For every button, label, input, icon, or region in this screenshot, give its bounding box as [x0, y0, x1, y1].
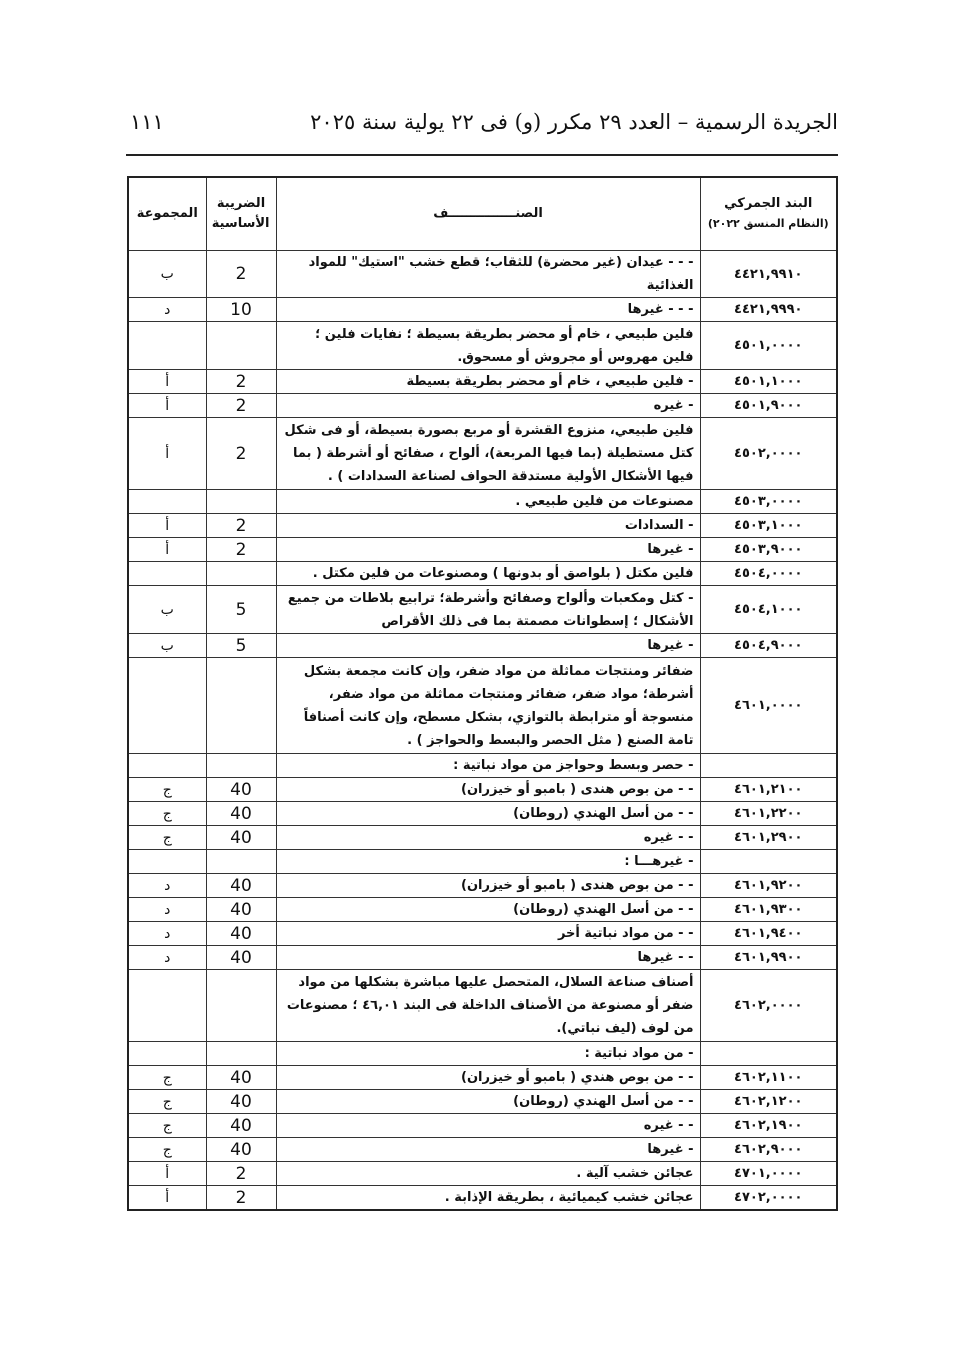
table-row [128, 490, 837, 514]
tariff-group: أ [128, 418, 206, 490]
item-description: - - من بوص هندى ( بامبو أو خيزران) [276, 874, 700, 898]
duty-rate: 40 [206, 1066, 276, 1090]
tariff-code: ٤٦٠١,٠٠٠٠ [700, 658, 837, 754]
item-description: - السدادات [276, 514, 700, 538]
tariff-group: ب [128, 586, 206, 634]
tariff-code [700, 1042, 837, 1066]
table-row [128, 418, 837, 490]
duty-rate: 40 [206, 946, 276, 970]
tariff-code: ٤٦٠٢,٠٠٠٠ [700, 970, 837, 1042]
tariff-group [128, 970, 206, 1042]
header-code-label: البند الجمركي [724, 196, 813, 211]
tariff-group: ب [128, 634, 206, 658]
item-description: - غيرهـــا : [276, 850, 700, 874]
tariff-group [128, 658, 206, 754]
duty-rate [206, 1042, 276, 1066]
item-description: - فلين طبيعي ، خام أو محضر بطريقة بسيطة [276, 370, 700, 394]
tariff-table [127, 176, 838, 1211]
duty-rate: 2 [206, 1186, 276, 1211]
duty-rate: 40 [206, 1138, 276, 1162]
tariff-group [128, 754, 206, 778]
table-row [128, 1042, 837, 1066]
item-description: - من مواد نباتية : [276, 1042, 700, 1066]
tariff-code: ٤٧٠١,٠٠٠٠ [700, 1162, 837, 1186]
item-description: - - من مواد نباتية أخر [276, 922, 700, 946]
tariff-code: ٤٦٠١,٩٢٠٠ [700, 874, 837, 898]
tariff-group: د [128, 922, 206, 946]
table-body [128, 251, 837, 1211]
duty-rate [206, 850, 276, 874]
item-description: - غيرها [276, 1138, 700, 1162]
item-description: - غيرها [276, 538, 700, 562]
tariff-group [128, 850, 206, 874]
item-description: - حصر وبسط وحواجز من مواد نباتية : [276, 754, 700, 778]
tariff-code [700, 754, 837, 778]
duty-rate: 5 [206, 634, 276, 658]
table-row [128, 826, 837, 850]
duty-rate: 40 [206, 1090, 276, 1114]
page-number: ١١١ [130, 110, 164, 134]
table-row [128, 562, 837, 586]
duty-rate: 40 [206, 1114, 276, 1138]
duty-rate: 10 [206, 298, 276, 322]
tariff-code: ٤٥٠٢,٠٠٠٠ [700, 418, 837, 490]
tariff-group: ج [128, 1066, 206, 1090]
table-row [128, 370, 837, 394]
duty-rate: 40 [206, 874, 276, 898]
header-rate: الضريبة الأساسية [206, 177, 276, 251]
item-description: فلين طبيعي ، خام أو محضر بطريقة بسيطة ؛ نفايات فلين ؛ فلين مهروس أو مجروش أو مسحوق. [276, 322, 700, 370]
table-row [128, 1114, 837, 1138]
duty-rate [206, 322, 276, 370]
table-row [128, 778, 837, 802]
header-group: المجموعة [128, 177, 206, 251]
tariff-code: ٤٦٠١,٢٢٠٠ [700, 802, 837, 826]
tariff-code: ٤٦٠١,٩٤٠٠ [700, 922, 837, 946]
item-description: - - من أسل الهندي (روطان) [276, 802, 700, 826]
table-row [128, 251, 837, 298]
item-description: - - من أسل الهندي (روطان) [276, 1090, 700, 1114]
gazette-title: الجريدة الرسمية – العدد ٢٩ مكرر (و) فى ٢٢ يولية سنة ٢٠٢٥ [310, 110, 838, 134]
tariff-code: ٤٥٠٤,٩٠٠٠ [700, 634, 837, 658]
table-row [128, 394, 837, 418]
item-description: - - غيره [276, 826, 700, 850]
table-row [128, 754, 837, 778]
item-description: - غيرها [276, 634, 700, 658]
tariff-group: أ [128, 394, 206, 418]
duty-rate: 40 [206, 802, 276, 826]
tariff-code: ٤٥٠٣,١٠٠٠ [700, 514, 837, 538]
tariff-code: ٤٦٠٢,١٢٠٠ [700, 1090, 837, 1114]
table-row [128, 898, 837, 922]
tariff-code: ٤٥٠١,٩٠٠٠ [700, 394, 837, 418]
table-row [128, 874, 837, 898]
duty-rate: 2 [206, 514, 276, 538]
duty-rate: 40 [206, 922, 276, 946]
table-row [128, 538, 837, 562]
tariff-group: ج [128, 1138, 206, 1162]
tariff-group: د [128, 946, 206, 970]
header-code-sub: (النظام المنسق ٢٠٢٢) [707, 217, 829, 230]
duty-rate [206, 490, 276, 514]
duty-rate [206, 562, 276, 586]
tariff-group: ج [128, 1114, 206, 1138]
duty-rate: 40 [206, 778, 276, 802]
item-description: - - غيرها [276, 946, 700, 970]
table-row [128, 1138, 837, 1162]
tariff-code: ٤٥٠٤,١٠٠٠ [700, 586, 837, 634]
tariff-code: ٤٥٠٤,٠٠٠٠ [700, 562, 837, 586]
header-description: الصنـــــــــــــــف [276, 177, 700, 251]
tariff-code: ٤٦٠٢,١١٠٠ [700, 1066, 837, 1090]
tariff-group [128, 322, 206, 370]
table-row [128, 802, 837, 826]
duty-rate: 2 [206, 418, 276, 490]
duty-rate [206, 754, 276, 778]
tariff-code: ٤٦٠١,٩٣٠٠ [700, 898, 837, 922]
tariff-code: ٤٦٠٢,١٩٠٠ [700, 1114, 837, 1138]
table-row [128, 1186, 837, 1211]
tariff-group: ج [128, 778, 206, 802]
tariff-code: ٤٦٠١,٩٩٠٠ [700, 946, 837, 970]
item-description: ضفائر ومنتجات مماثلة من مواد ضفر، وإن كانت مجمعة بشكل أشرطة؛ مواد ضفر، ضفائر ومنتجات مماثلة من مواد ضفر، منسوجة أو مترابطة بالتوازي، بشكل مسطح، وإن كانت أصنافاً تامة الصنع ( مثل الحصر والبسط والحواجز ) . [276, 658, 700, 754]
table-row [128, 514, 837, 538]
tariff-code: ٤٧٠٢,٠٠٠٠ [700, 1186, 837, 1211]
tariff-code: ٤٥٠٣,٩٠٠٠ [700, 538, 837, 562]
tariff-group: د [128, 298, 206, 322]
duty-rate: 2 [206, 251, 276, 298]
tariff-group: ج [128, 1090, 206, 1114]
table-row [128, 658, 837, 754]
tariff-group [128, 562, 206, 586]
tariff-group [128, 1042, 206, 1066]
item-description: - - غيره [276, 1114, 700, 1138]
tariff-group: ج [128, 826, 206, 850]
table-row [128, 970, 837, 1042]
tariff-code: ٤٤٢١,٩٩٩٠ [700, 298, 837, 322]
tariff-group: أ [128, 1162, 206, 1186]
table-row [128, 946, 837, 970]
table-row [128, 1162, 837, 1186]
table-row [128, 850, 837, 874]
table-row [128, 298, 837, 322]
item-description: فلين طبيعي، منزوع القشرة أو مربع بصورة بسيطة، أو فى شكل كتل مستطيلة (بما فيها المربعة)، ألواح ، صفائح أو أشرطة ( بما فيها الأشكال الأولية مستدقة الحواف لصناعة السدادات ) . [276, 418, 700, 490]
tariff-code: ٤٤٢١,٩٩١٠ [700, 251, 837, 298]
duty-rate [206, 658, 276, 754]
duty-rate: 40 [206, 898, 276, 922]
duty-rate: 2 [206, 538, 276, 562]
tariff-code: ٤٥٠٣,٠٠٠٠ [700, 490, 837, 514]
item-description: - - من بوص هندى ( بامبو أو خيزران) [276, 778, 700, 802]
table-row [128, 586, 837, 634]
tariff-group: ج [128, 802, 206, 826]
item-description: مصنوعات من فلين طبيعي . [276, 490, 700, 514]
item-description: - غيره [276, 394, 700, 418]
item-description: - - - غيرها [276, 298, 700, 322]
tariff-code: ٤٦٠١,٢٩٠٠ [700, 826, 837, 850]
tariff-group: أ [128, 538, 206, 562]
table-row [128, 1090, 837, 1114]
page-header [126, 106, 838, 146]
item-description: - - من أسل الهندي (روطان) [276, 898, 700, 922]
duty-rate: 5 [206, 586, 276, 634]
item-description: عجائن خشب آلية . [276, 1162, 700, 1186]
tariff-code: ٤٥٠١,٠٠٠٠ [700, 322, 837, 370]
tariff-group: أ [128, 1186, 206, 1211]
item-description: أصناف صناعة السلال، المتحصل عليها مباشرة بشكلها من مواد ضفر أو مصنوعة من الأصناف الداخلة فى البند ٤٦,٠١ ؛ مصنوعات من لوف (ليف نباتي). [276, 970, 700, 1042]
item-description: فلين مكتل ( بلواصق أو بدونها ) ومصنوعات من فلين مكتل . [276, 562, 700, 586]
table-row [128, 634, 837, 658]
tariff-code [700, 850, 837, 874]
tariff-group: أ [128, 514, 206, 538]
table-row [128, 1066, 837, 1090]
duty-rate: 2 [206, 1162, 276, 1186]
tariff-group: د [128, 874, 206, 898]
item-description: - - من بوص هندي ( بامبو أو خيزران) [276, 1066, 700, 1090]
item-description: - - - عيدان (غير محضرة) للثقاب؛ قطع خشب "استيك" للمواد الغذائية [276, 251, 700, 298]
duty-rate: 2 [206, 370, 276, 394]
tariff-group [128, 490, 206, 514]
header-rule [126, 154, 838, 156]
table-header-row [128, 177, 837, 251]
item-description: - كتل ومكعبات وألواح وصفائح وأشرطة؛ ترابيع بلاطات من جميع الأشكال ؛ إسطوانات مصمتة بما فى ذلك الأقراص [276, 586, 700, 634]
item-description: عجائن خشب كيميائية ، بطريقة الإذابة . [276, 1186, 700, 1211]
duty-rate [206, 970, 276, 1042]
duty-rate: 40 [206, 826, 276, 850]
tariff-code: ٤٥٠١,١٠٠٠ [700, 370, 837, 394]
tariff-group: د [128, 898, 206, 922]
tariff-code: ٤٦٠٢,٩٠٠٠ [700, 1138, 837, 1162]
header-code [700, 177, 837, 251]
tariff-code: ٤٦٠١,٢١٠٠ [700, 778, 837, 802]
table-row [128, 322, 837, 370]
table-row [128, 922, 837, 946]
tariff-group: ب [128, 251, 206, 298]
duty-rate: 2 [206, 394, 276, 418]
tariff-group: أ [128, 370, 206, 394]
